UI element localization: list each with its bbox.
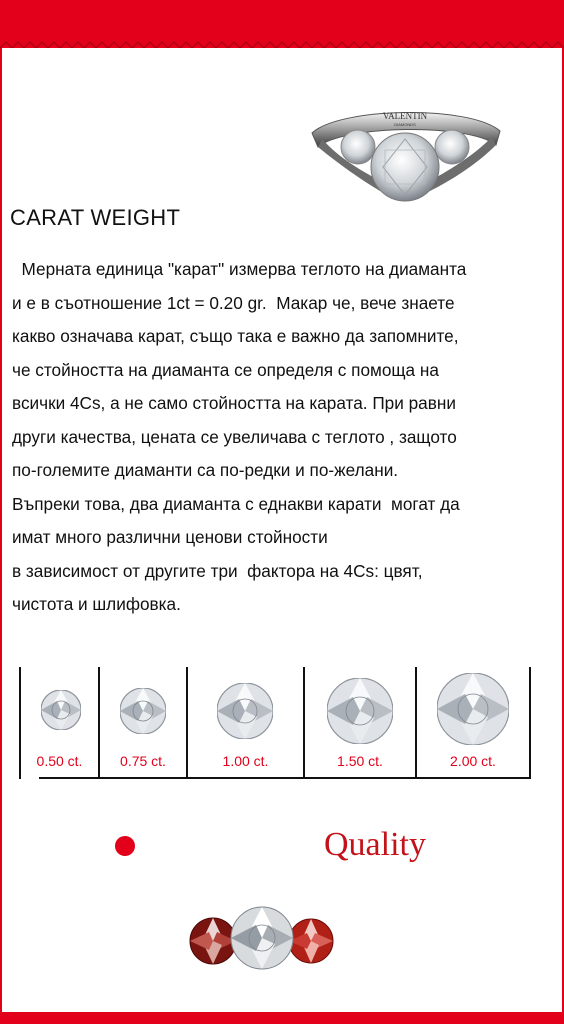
diamond-ring-image [300, 95, 510, 215]
quality-heading: Quality [324, 826, 426, 863]
diamond-icon [217, 683, 273, 739]
carat-label: 1.50 ct. [337, 753, 383, 769]
zigzag-border-icon [0, 38, 564, 48]
carat-cell [305, 667, 415, 775]
page-title: CARAT WEIGHT [10, 205, 181, 230]
diamond-icon [41, 690, 81, 730]
white-diamond-icon [231, 907, 293, 969]
carat-label: 1.00 ct. [222, 753, 269, 769]
table-bottom-line [39, 777, 529, 779]
ring-brand-sub-text: DIAMONDS [394, 122, 416, 127]
carat-label: 2.00 ct. [450, 753, 496, 769]
red-diamond-icon [289, 919, 333, 963]
carat-cell [100, 667, 186, 775]
top-decorative-band [0, 0, 564, 48]
body-line: други качества, цената се увеличава с теглото , защото [12, 426, 457, 447]
body-line: какво означава карат, също така е важно да запомните, [12, 326, 459, 346]
diamond-icon [120, 688, 166, 734]
body-line: и е в съотношение 1ct = 0.20 gr. Макар че, вече знаете [12, 292, 455, 313]
body-line: Въпреки това, два диаманта с еднакви карати могат да [12, 493, 460, 514]
red-diamond-icon [190, 918, 236, 964]
bullet-dot-icon [115, 836, 135, 856]
table-divider [529, 667, 531, 779]
body-line: всички 4Cs, а не само стойността на карата. При равни [12, 393, 456, 413]
diamond-icon [437, 673, 509, 745]
carat-cell [188, 667, 303, 775]
body-line: че стойността на диаманта се определя с помоща на [12, 359, 439, 380]
body-paragraph [12, 253, 557, 622]
diamond-icon [327, 678, 393, 744]
left-frame-line [0, 48, 2, 1012]
body-line: Мерната единица "карат" измерва теглото на диаманта [12, 259, 467, 279]
body-line: по-големите диаманти са по-редки и по-желани. [12, 460, 399, 480]
carat-cell [417, 667, 529, 775]
carat-label: 0.75 ct. [120, 753, 166, 769]
ring-brand-text: VALENTIN [382, 111, 428, 121]
carat-cell [21, 667, 98, 775]
carat-label: 0.50 ct. [36, 753, 83, 769]
bottom-decorative-band [0, 1012, 564, 1024]
body-line: чистота и шлифовка. [12, 594, 181, 614]
body-line: в зависимост от другите три фактора на 4Cs: цвят, [12, 560, 423, 581]
body-line: имат много различни ценови стойности [12, 527, 328, 547]
carat-size-table [19, 667, 531, 779]
gem-trio-image [187, 905, 337, 975]
